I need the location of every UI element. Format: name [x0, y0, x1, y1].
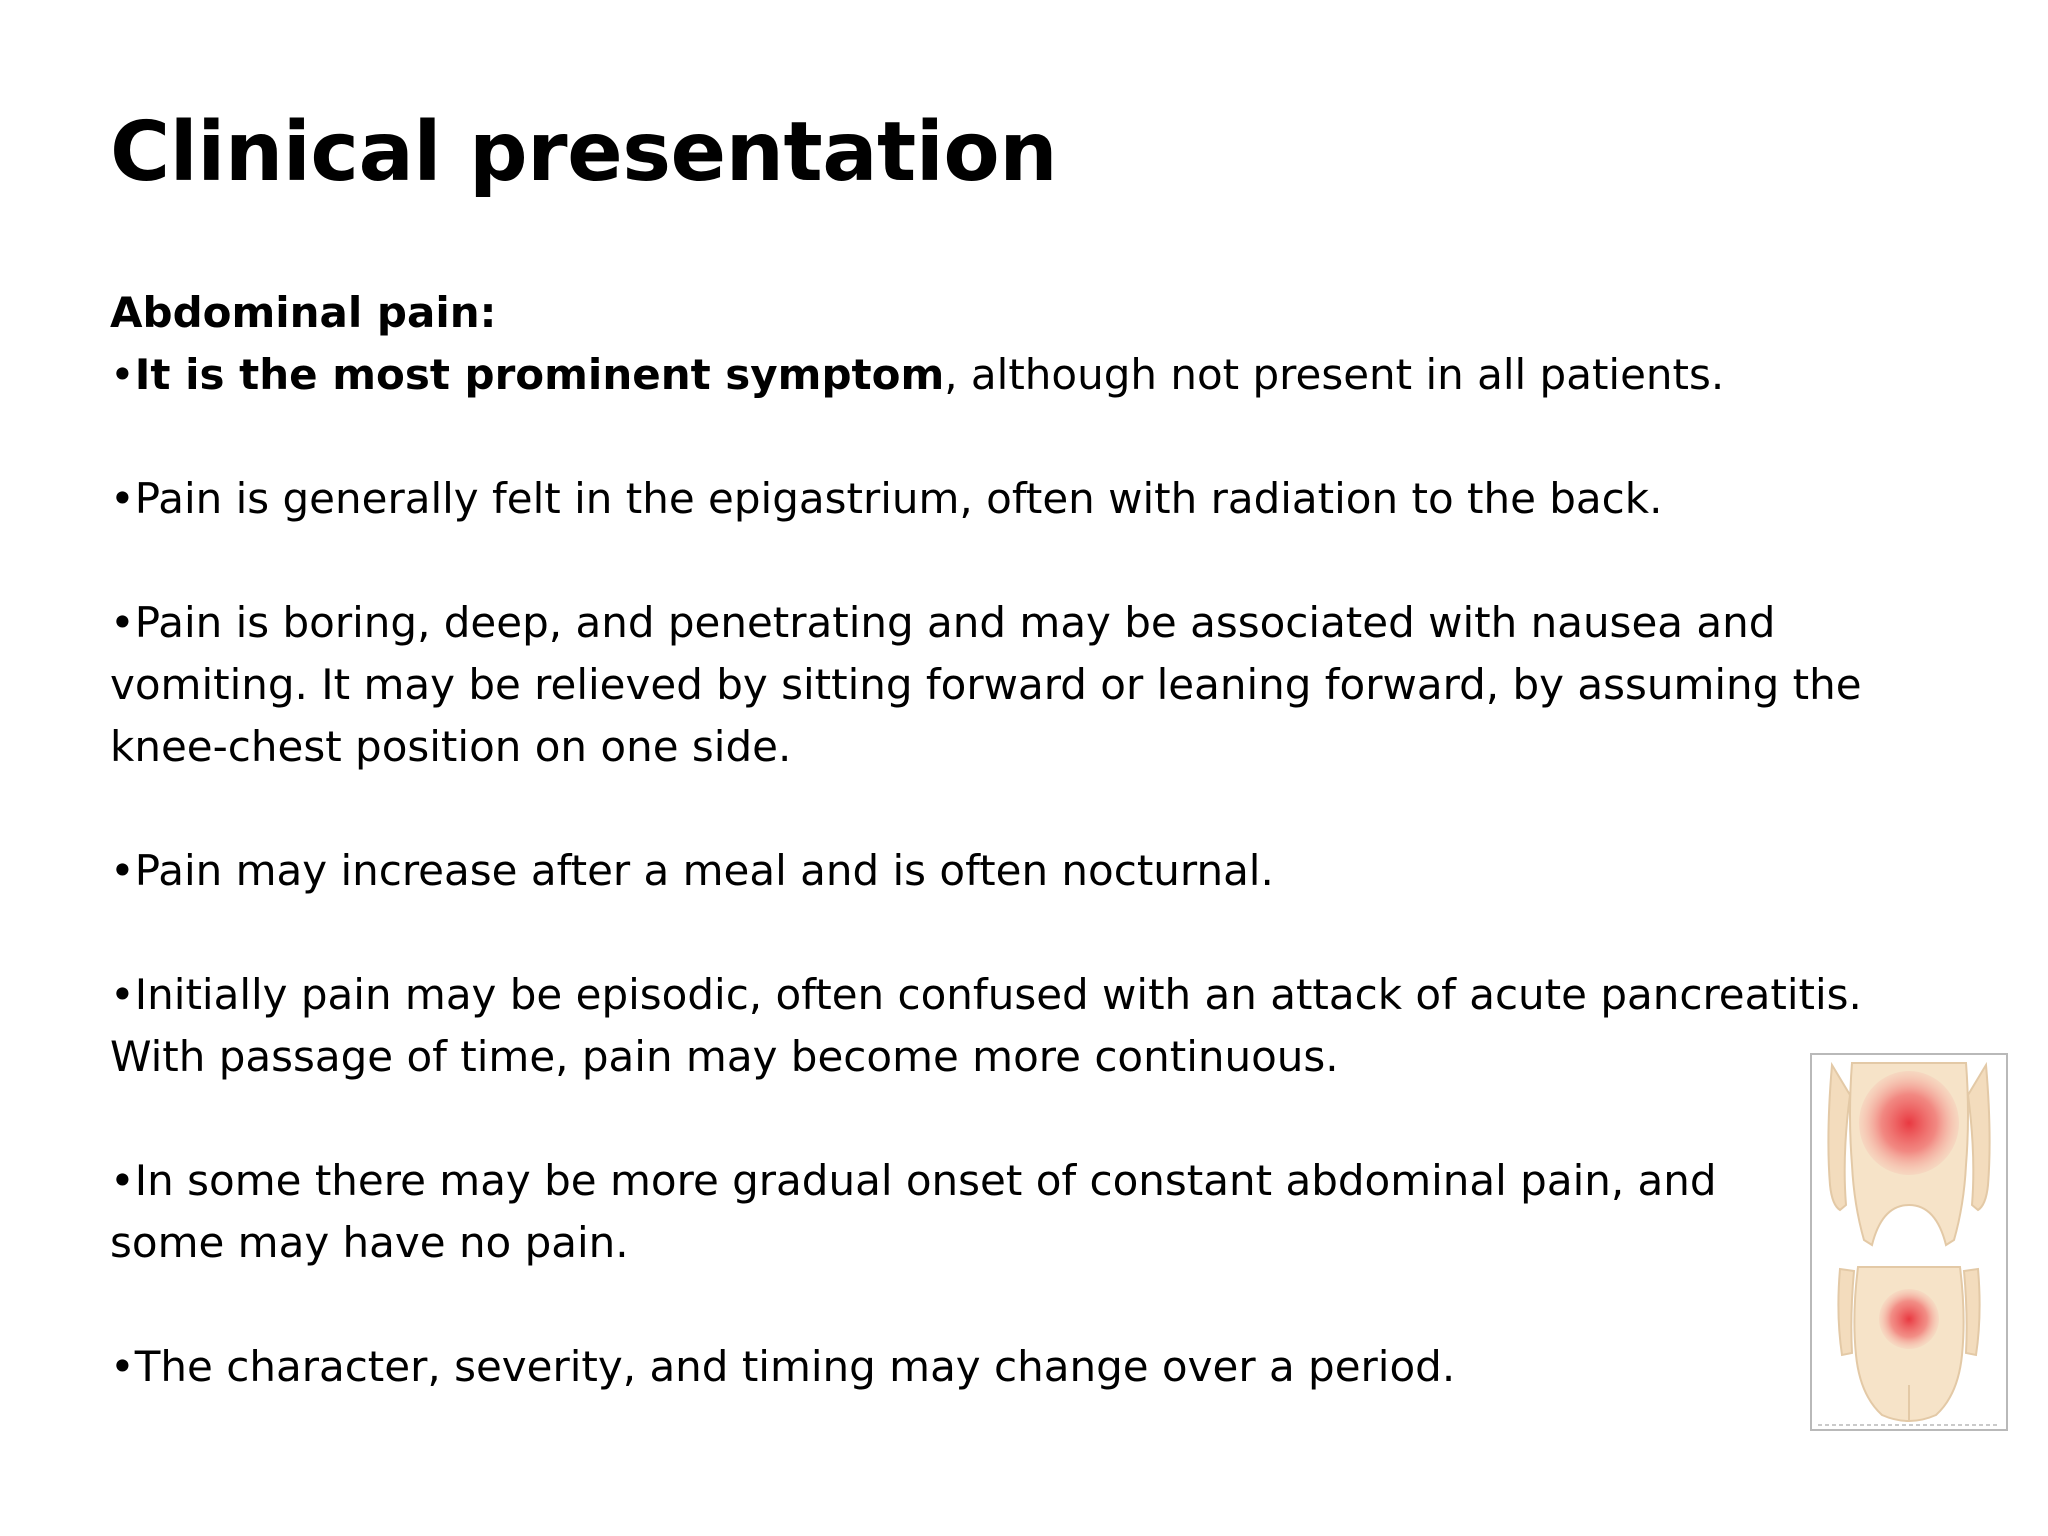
bullet-marker: • — [110, 970, 135, 1019]
bullet-marker: • — [110, 846, 135, 895]
bullet-line — [110, 964, 1870, 1026]
bullet-line: knee-chest position on one side. — [110, 722, 792, 771]
front-torso-drawing — [1828, 1063, 1989, 1245]
back-torso-drawing — [1838, 1267, 1979, 1421]
bullet-line — [110, 840, 1870, 902]
bullet-lead: It is the most prominent symptom — [134, 350, 945, 399]
bullet-line — [110, 1336, 1870, 1398]
bullet-marker: • — [110, 598, 135, 647]
bullet-marker: • — [110, 1342, 135, 1391]
bullet-character-changes — [110, 1336, 1870, 1398]
bullet-line: vomiting. It may be relieved by sitting forward or leaning forward, by assuming the — [110, 660, 1862, 709]
bullet-marker: • — [110, 1156, 135, 1205]
abdominal-pain-location-icon — [1812, 1055, 2006, 1429]
bullet-line — [110, 468, 1870, 530]
bullet-line — [110, 344, 1870, 406]
bullet-line — [110, 592, 1870, 654]
bullet-pain-character — [110, 592, 1870, 778]
bullet-marker: • — [110, 350, 135, 399]
abdominal-pain-figure — [1810, 1053, 2008, 1431]
bullet-pain-after-meal — [110, 840, 1870, 902]
bullet-marker: • — [110, 474, 135, 523]
bullet-text: Pain is generally felt in the epigastrium, often with radiation to the back. — [134, 474, 1663, 523]
bullet-text: In some there may be more gradual onset of constant abdominal pain, and — [134, 1156, 1717, 1205]
bullet-text: Initially pain may be episodic, often confused with an attack of acute pancreatitis. — [134, 970, 1862, 1019]
bullet-text: , although not present in all patients. — [944, 350, 1725, 399]
bullet-line: some may have no pain. — [110, 1218, 629, 1267]
bullet-line: With passage of time, pain may become more continuous. — [110, 1032, 1339, 1081]
bullet-most-prominent-symptom — [110, 344, 1870, 406]
bullet-text: Pain may increase after a meal and is often nocturnal. — [134, 846, 1274, 895]
bullet-pain-episodic — [110, 964, 1870, 1088]
bullet-line — [110, 1150, 1870, 1212]
bullet-text: The character, severity, and timing may change over a period. — [134, 1342, 1456, 1391]
bullet-pain-location — [110, 468, 1870, 530]
section-heading: Abdominal pain: — [110, 288, 497, 337]
slide-content — [110, 282, 1870, 1460]
bullet-text: Pain is boring, deep, and penetrating and may be associated with nausea and — [134, 598, 1776, 647]
bullet-gradual-onset — [110, 1150, 1870, 1274]
slide-title: Clinical presentation — [110, 105, 1058, 200]
